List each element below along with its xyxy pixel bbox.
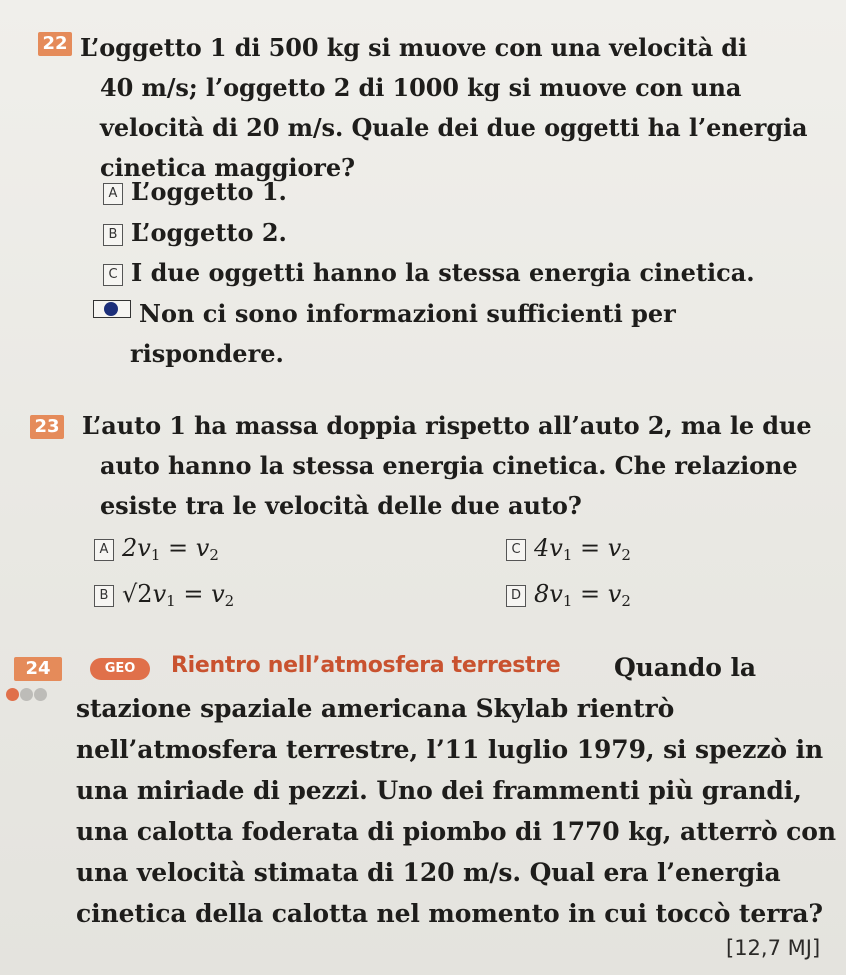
question-23-line: esiste tra le velocità delle due auto? xyxy=(100,491,582,520)
option-a-formula: $2v_1 = v_2$ xyxy=(122,534,219,564)
question-24-first-line-rest: Quando la xyxy=(614,653,756,682)
question-23-option-d[interactable] xyxy=(506,578,631,617)
answer-value: [12,7 MJ] xyxy=(726,936,821,960)
question-22-line: 40 m/s; l’oggetto 2 di 1000 kg si muove con una xyxy=(100,73,742,102)
question-22-option-c[interactable] xyxy=(103,257,755,289)
option-d-selected-radio[interactable] xyxy=(93,300,131,318)
question-22-number: 22 xyxy=(38,32,72,56)
question-22-line: L’oggetto 1 di 500 kg si muove con una velocità di xyxy=(80,33,747,62)
option-b-label: L’oggetto 2. xyxy=(131,218,287,247)
question-22-line: velocità di 20 m/s. Quale dei due oggetti ha l’energia xyxy=(100,113,808,142)
question-23-option-b[interactable] xyxy=(94,578,234,617)
geo-badge: GEO xyxy=(90,658,150,680)
option-b-formula: $√2v_1 = v_2$ xyxy=(122,580,235,610)
question-24-line: stazione spaziale americana Skylab rientrò xyxy=(76,694,675,723)
question-24-line: cinetica della calotta nel momento in cui toccò terra? xyxy=(76,899,823,928)
question-24-text xyxy=(76,688,836,934)
question-22-option-d[interactable] xyxy=(93,298,676,330)
question-22-option-b[interactable] xyxy=(103,217,287,249)
difficulty-dot-empty xyxy=(20,688,33,701)
option-c-formula: $4v_1 = v_2$ xyxy=(534,534,631,564)
question-24-line: una velocità stimata di 120 m/s. Qual era l’energia xyxy=(76,858,781,887)
difficulty-dot-filled xyxy=(6,688,19,701)
difficulty-rating xyxy=(6,686,48,705)
question-24-line: una miriade di pezzi. Uno dei frammenti più grandi, xyxy=(76,776,802,805)
question-22-option-d-continuation: rispondere. xyxy=(130,339,284,368)
question-23-line: auto hanno la stessa energia cinetica. Che relazione xyxy=(100,451,798,480)
question-22-option-a[interactable] xyxy=(103,176,287,208)
option-b-checkbox[interactable]: B xyxy=(103,224,123,246)
option-c-label: I due oggetti hanno la stessa energia cinetica. xyxy=(131,258,755,287)
option-d-label: Non ci sono informazioni sufficienti per xyxy=(139,299,676,328)
option-a-checkbox[interactable]: A xyxy=(103,183,123,205)
question-23-text xyxy=(82,406,812,526)
question-23-number: 23 xyxy=(30,415,64,439)
question-23-option-c[interactable] xyxy=(506,532,631,571)
question-23-line: L’auto 1 ha massa doppia rispetto all’auto 2, ma le due xyxy=(82,411,812,440)
topic-title: Rientro nell’atmosfera terrestre xyxy=(171,653,561,678)
question-24-line: una calotta foderata di piombo di 1770 kg, atterrò con xyxy=(76,817,836,846)
question-23-option-a[interactable] xyxy=(94,532,219,571)
option-a-checkbox[interactable]: A xyxy=(94,539,114,561)
option-d-formula: $8v_1 = v_2$ xyxy=(534,580,631,610)
difficulty-dot-empty xyxy=(34,688,47,701)
option-d-checkbox[interactable]: D xyxy=(506,585,526,607)
question-22-text xyxy=(80,28,808,188)
question-24-line: nell’atmosfera terrestre, l’11 luglio 1979, si spezzò in xyxy=(76,735,824,764)
option-b-checkbox[interactable]: B xyxy=(94,585,114,607)
question-24-number: 24 xyxy=(14,657,62,681)
question-22-line: cinetica maggiore? xyxy=(100,153,355,182)
option-c-checkbox[interactable]: C xyxy=(506,539,526,561)
option-c-checkbox[interactable]: C xyxy=(103,264,123,286)
option-a-label: L’oggetto 1. xyxy=(131,177,287,206)
